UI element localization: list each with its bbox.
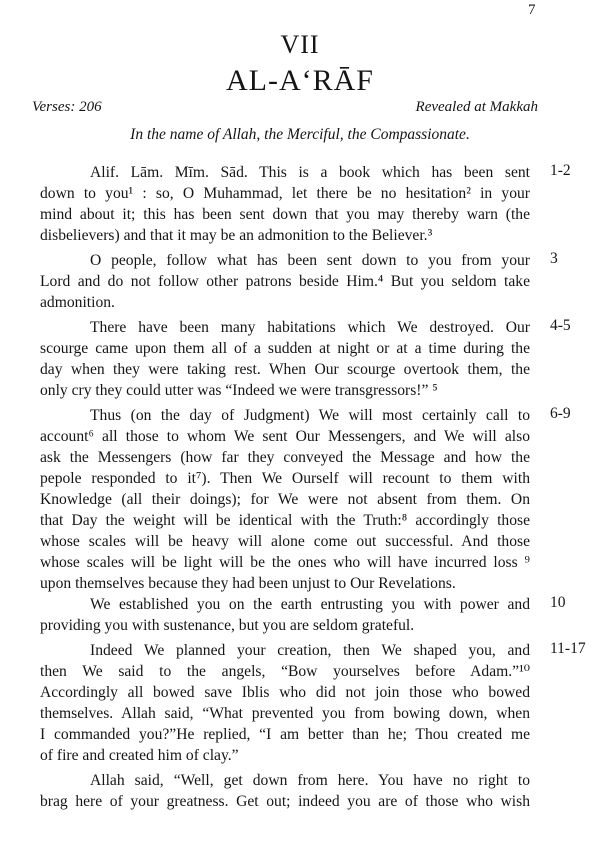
verse-line: that Day the weight will be identical with the Truth:⁸ accordingly those [40,512,530,529]
verse-line: whose scales will be light will be the ones who will have incurred loss ⁹ [40,554,530,571]
verse-line: Lord and do not follow other patrons beside Him.⁴ But you seldom take [40,273,530,290]
revelation-place: Revealed at Makkah [415,99,538,115]
verse-line: day when they were taking rest. When Our scourge overtook them, the [40,361,530,378]
verse-line: Accordingly all bowed save Iblis who did not join those who bowed [40,684,530,701]
verse-line: down to you¹ : so, O Muhammad, let there be no hesitation² in your [40,185,530,202]
verse-reference: 10 [550,594,566,611]
verse-line: of fire and created him of clay.” [40,747,239,764]
verse-line: Allah said, “Well, get down from here. You have no right to [90,772,530,789]
verse-line: ask the Messengers (how far they conveyed the Message and how the [40,449,530,466]
verses-count: Verses: 206 [32,99,102,115]
verse-line: Indeed We planned your creation, then We shaped you, and [90,642,530,659]
verse-line: disbelievers) and that it may be an admonition to the Believer.³ [40,227,433,244]
verse-block [40,640,530,766]
verse-line: themselves. Allah said, “What prevented you from bowing down, when [40,705,530,722]
chapter-meta [32,99,538,116]
verse-line: pepole responded to it⁷). Then We Ourself will recount to them with [40,470,530,487]
invocation: In the name of Allah, the Merciful, the Compassionate. [130,126,470,143]
verse-line: scourge came upon them all of a sudden at night or at a time during the [40,340,530,357]
verse-line: then We said to the angels, “Bow yourselves before Adam.”¹⁰ [40,663,530,680]
verse-block [40,405,530,594]
verse-reference: 6-9 [550,405,571,422]
verse-line: I commanded you?”He replied, “I am better than he; Thou created me [40,726,530,743]
verse-line: Thus (on the day of Judgment) We will most certainly call to [90,407,530,424]
chapter-number: VII [280,30,320,59]
verse-line: mind about it; this has been sent down that you may thereby warn (the [40,206,530,223]
verse-block [40,250,530,313]
verse-line: We established you on the earth entrusting you with power and [90,596,530,613]
page-number: 7 [528,2,536,18]
verse-line: account⁶ all those to whom We sent Our Messengers, and We will also [40,428,530,445]
verse-reference: 11-17 [550,640,586,657]
verse-line: Knowledge (all their doings); for We were not absent from them. On [40,491,530,508]
verse-reference: 1-2 [550,162,571,179]
verse-block [40,594,530,636]
verse-line: providing you with sustenance, but you are seldom grateful. [40,617,415,634]
verse-block [40,317,530,401]
verse-line: There have been many habitations which We destroyed. Our [90,319,530,336]
verse-line: whose scales will be heavy will alone come out successful. And those [40,533,530,550]
verse-line: O people, follow what has been sent down to you from your [90,252,530,269]
verse-line: only cry they could utter was “Indeed we were transgressors!” ⁵ [40,382,438,399]
verse-reference: 4-5 [550,317,571,334]
verse-reference: 3 [550,250,558,267]
verse-line: brag here of your greatness. Get out; indeed you are of those who wish [40,793,530,810]
verse-line: Alif. Lām. Mīm. Sād. This is a book which has been sent [90,164,530,181]
chapter-title: AL-A‘RĀF [226,64,374,97]
verse-line: upon themselves because they had been unjust to Our Revelations. [40,575,456,592]
verse-line: admonition. [40,294,115,311]
verse-block [40,162,530,246]
verse-block [40,770,530,812]
